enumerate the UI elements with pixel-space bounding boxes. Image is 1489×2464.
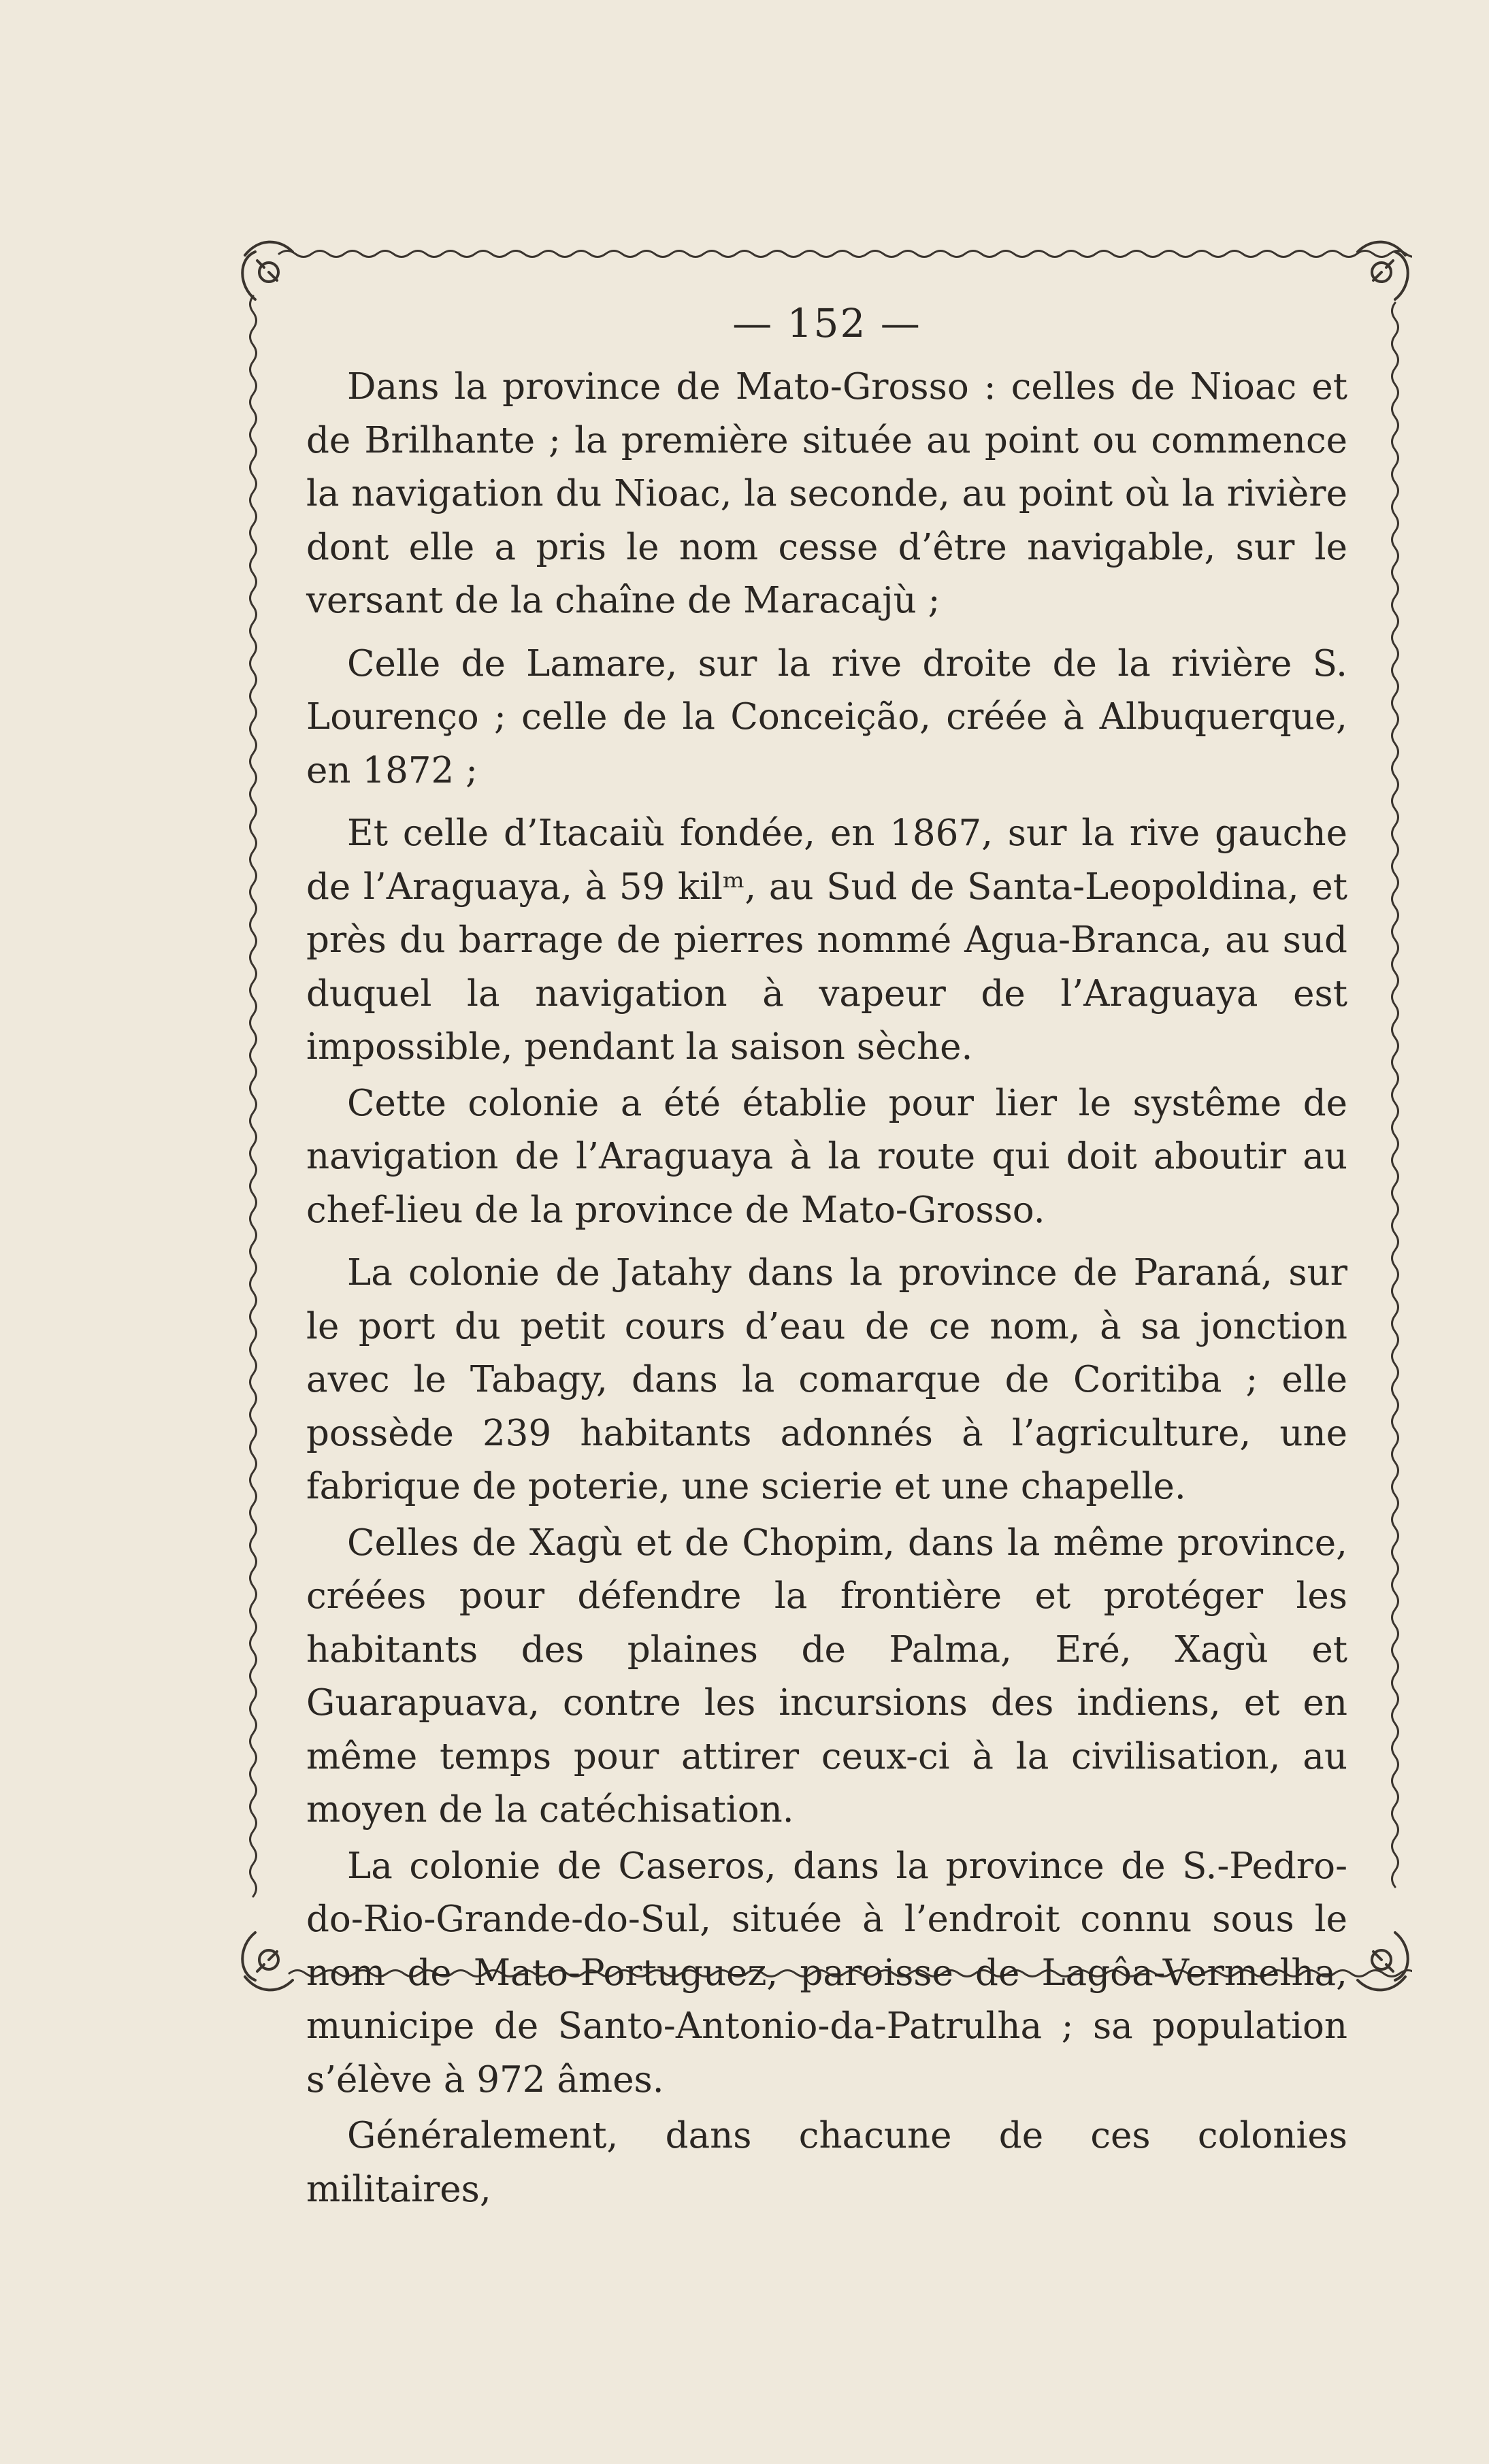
paragraph-generalement: Généralement, dans chacune de ces colonies militaires, [306, 2115, 1347, 2210]
left-border-line [250, 296, 257, 1896]
paragraph-jatahy: La colonie de Jatahy dans la province de Paraná, sur le port du petit cours d’eau de ce nom, à sa jonction avec le Tabagy, dans la comarque de Coritiba ; elle possède 239 habitants adonnés à l’agriculture, une fabrique de poterie, une scierie et une chapelle. [306, 1252, 1347, 1507]
paragraph-mato-grosso: Dans la province de Mato-Grosso : celles de Nioac et de Brilhante ; la première située au point ou commence la navigation du Nioac, la seconde, au point où la rivière dont elle a pris le nom cesse d’être navigable, sur le versant de la chaîne de Maracajù ; [306, 366, 1347, 621]
corner-flourish-icon [1358, 1933, 1408, 1990]
top-border-line [279, 251, 1412, 257]
page-number: — 152 — [732, 300, 921, 346]
paragraph-colonie-araguaya: Cette colonie a été établie pour lier le systême de navigation de l’Araguaya à la route qui doit aboutir au chef-lieu de la province de Mato-Grosso. [306, 1082, 1347, 1231]
page-text [306, 293, 1347, 2216]
right-border-line [1392, 303, 1398, 1887]
paragraph-xagu-chopim: Celles de Xagù et de Chopim, dans la même province, créées pour défendre la frontière et protéger les habitants des plaines de Palma, Eré, Xagù et Guarapuava, contre les incursions des indiens, et en même temps pour attirer ceux-ci à la civilisation, au moyen de la catéchisation. [306, 1522, 1347, 1830]
paragraph-caseros: La colonie de Caseros, dans la province de S.-Pedro-do-Rio-Grande-do-Sul, située à l’endroit connu sous le nom de Mato-Portuguez, paroisse de Lagôa-Vermelha, municipe de Santo-Antonio-da-Patrulha ; sa population s’élève à 972 âmes. [306, 1845, 1347, 2101]
page-frame [238, 235, 1412, 2210]
corner-flourish-icon [242, 1933, 293, 1990]
paragraph-itacaiu: Et celle d’Itacaiù fondée, en 1867, sur la rive gauche de l’Araguaya, à 59 kilᵐ, au Sud de Santa-Leopoldina, et près du barrage de pierres nommé Agua-Branca, au sud duquel la navigation à vapeur de l’Araguaya est impossible, pendant la saison sèche. [306, 812, 1347, 1068]
paragraph-lamare: Celle de Lamare, sur la rive droite de la rivière S. Lourenço ; celle de la Conceição, créée à Albuquerque, en 1872 ; [306, 642, 1347, 791]
